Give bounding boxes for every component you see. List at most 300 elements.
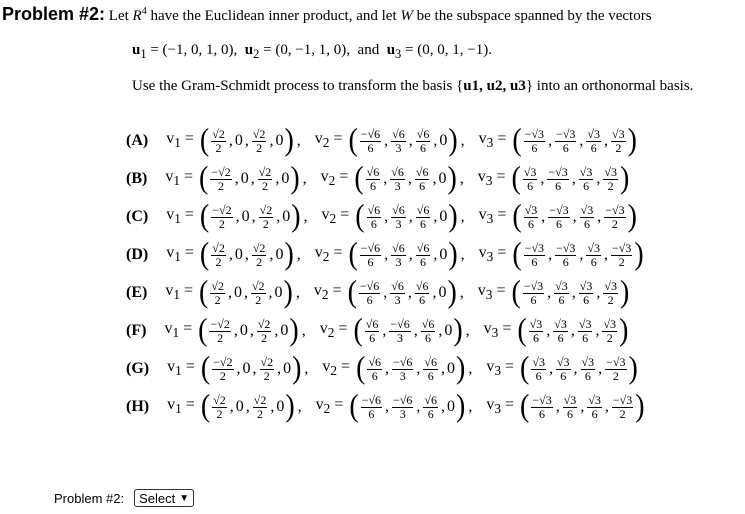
fraction-denominator: 6 (558, 292, 565, 307)
footer-label: Problem #2: (54, 490, 125, 506)
vector-name: $v_2$ = (315, 396, 344, 417)
fraction-denominator: 3 (394, 292, 401, 307)
vector-u3-name: u (386, 42, 396, 58)
right-paren: ) (448, 198, 458, 235)
fraction-denominator: 6 (560, 368, 567, 383)
fraction-numerator: √3 (556, 354, 570, 369)
option-letter: (D) (126, 246, 149, 263)
comma: , (604, 398, 609, 415)
fraction (212, 394, 227, 420)
fraction-denominator: 6 (583, 292, 590, 307)
left-paren: ( (199, 122, 210, 159)
comma: , (460, 132, 465, 149)
fraction-numerator: √6 (421, 316, 435, 331)
fraction (366, 166, 381, 192)
left-paren: ( (512, 198, 522, 235)
answer-select-value: Select (139, 490, 176, 506)
answer-option (126, 350, 646, 388)
fraction (210, 280, 225, 306)
fraction (212, 356, 233, 382)
fraction-numerator: √6 (366, 164, 380, 179)
right-paren: ) (619, 312, 629, 349)
answer-options (126, 122, 646, 426)
component-zero: 0 (276, 398, 285, 415)
right-paren: ) (635, 388, 645, 425)
fraction-denominator: 2 (257, 406, 264, 421)
comma: , (296, 246, 301, 263)
vector-name: $v_3$ = (486, 358, 515, 379)
comma: , (227, 284, 232, 301)
comma: , (384, 208, 389, 225)
fraction-numerator: √2 (212, 240, 225, 255)
comma: , (604, 246, 609, 263)
fraction-denominator: 6 (590, 254, 597, 269)
fraction (390, 280, 405, 306)
fraction-denominator: 2 (214, 292, 221, 307)
right-paren: ) (619, 274, 630, 311)
vector-v1 (153, 160, 308, 197)
comma: , (597, 208, 602, 225)
vector-name: $v_2$ = (314, 244, 343, 265)
fraction (392, 394, 413, 420)
comma: , (548, 246, 553, 263)
fraction (603, 280, 618, 306)
fraction (259, 204, 274, 230)
fraction (367, 356, 382, 382)
fraction-numerator: √3 (587, 240, 601, 255)
fraction-numerator: −√3 (549, 202, 569, 217)
right-paren: ) (627, 122, 637, 159)
left-paren: ( (199, 198, 210, 235)
right-paren: ) (284, 122, 294, 159)
vector-name: $v_1$ = (165, 168, 194, 189)
component-zero: 0 (235, 398, 244, 415)
fraction-numerator: √6 (392, 202, 405, 217)
fraction-numerator: √6 (415, 164, 429, 179)
fraction (390, 166, 405, 192)
right-paren: ) (283, 274, 293, 311)
fraction-denominator: 6 (590, 140, 597, 155)
fraction-numerator: −√6 (359, 278, 380, 293)
fraction (579, 280, 594, 306)
left-paren: ( (348, 236, 358, 273)
fraction-denominator: 6 (420, 254, 427, 269)
right-paren: ) (628, 350, 638, 387)
component-zero: 0 (439, 246, 448, 263)
fraction-numerator: √6 (424, 392, 437, 407)
fraction-numerator: −√2 (212, 202, 232, 217)
left-paren: ( (520, 388, 530, 425)
fraction-denominator: 6 (419, 178, 426, 193)
vector-v2 (303, 122, 467, 159)
comma: , (432, 170, 437, 187)
left-paren: ( (198, 312, 208, 349)
fraction-denominator: 2 (215, 140, 222, 155)
fraction-denominator: 2 (218, 178, 225, 193)
problem-text-mid: have the Euclidean inner product, and let (150, 8, 397, 24)
fraction (423, 356, 438, 382)
right-paren: ) (285, 388, 295, 425)
fraction (360, 128, 381, 154)
fraction-numerator: √2 (213, 392, 226, 407)
fraction-denominator: 2 (215, 254, 222, 269)
fraction-numerator: −√3 (523, 278, 544, 293)
fraction-numerator: −√3 (524, 126, 545, 141)
problem-label: Problem #2: (2, 4, 106, 24)
answer-option (126, 122, 646, 160)
fraction-denominator: 2 (618, 254, 625, 269)
vector-v3 (474, 350, 639, 387)
fraction-numerator: √3 (555, 278, 568, 293)
fraction (524, 128, 545, 154)
component-zero: 0 (240, 170, 249, 187)
fraction (531, 356, 546, 382)
option-letter: (C) (126, 208, 149, 225)
fraction-denominator: 6 (530, 292, 537, 307)
comma: , (433, 132, 438, 149)
fraction-denominator: 2 (263, 368, 270, 383)
comma: , (465, 322, 470, 339)
option-letter: (E) (126, 284, 148, 301)
comma: , (407, 170, 412, 187)
fraction (611, 128, 626, 154)
fraction-numerator: −√3 (532, 392, 552, 407)
right-paren: ) (456, 388, 466, 425)
fraction (554, 280, 569, 306)
option-letter: (B) (126, 170, 148, 187)
right-paren: ) (448, 236, 458, 273)
fraction-denominator: 6 (367, 254, 374, 269)
fraction-denominator: 2 (261, 330, 268, 345)
problem-text-prefix: Let (108, 8, 129, 24)
answer-option (126, 198, 646, 236)
fraction-numerator: √2 (259, 202, 273, 217)
left-paren: ( (347, 274, 357, 311)
fraction (389, 318, 410, 344)
component-zero: 0 (283, 360, 292, 377)
fraction-denominator: 2 (256, 140, 263, 155)
component-zero: 0 (439, 208, 448, 225)
fraction-denominator: 3 (394, 178, 401, 193)
fraction-denominator: 6 (532, 330, 539, 345)
fraction-denominator: 6 (567, 406, 574, 421)
vector-name: $v_1$ = (167, 396, 195, 417)
vector-v3 (466, 274, 631, 311)
fraction (586, 242, 601, 268)
fraction-numerator: −√3 (524, 240, 545, 255)
comma: , (383, 284, 388, 301)
spanning-vectors (132, 42, 492, 62)
fraction-numerator: −√2 (211, 164, 231, 179)
fraction-numerator: √3 (524, 202, 538, 217)
vector-v3 (467, 198, 638, 235)
vector-v1 (155, 388, 304, 425)
fraction (602, 318, 617, 344)
comma: , (433, 246, 438, 263)
left-paren: ( (520, 350, 530, 387)
fraction-numerator: √6 (424, 354, 437, 369)
answer-footer (54, 489, 194, 507)
comma: , (416, 360, 421, 377)
fraction (529, 318, 544, 344)
fraction (423, 394, 438, 420)
comma: , (408, 132, 413, 149)
gs-basis: u1, u2, u3 (463, 78, 526, 94)
right-paren: ) (447, 274, 457, 311)
fraction-denominator: 2 (615, 140, 622, 155)
left-paren: ( (511, 274, 521, 311)
vector-v2 (302, 274, 466, 311)
comma: , (296, 132, 301, 149)
vector-name: $v_3$ = (477, 168, 506, 189)
comma: , (234, 170, 239, 187)
right-paren: ) (627, 198, 637, 235)
comma: , (295, 284, 300, 301)
answer-select[interactable] (134, 489, 194, 507)
problem-statement (2, 4, 652, 25)
fraction-numerator: √3 (563, 392, 577, 407)
comma: , (571, 170, 576, 187)
component-zero: 0 (447, 398, 455, 415)
fraction (391, 204, 406, 230)
fraction-numerator: −√3 (548, 164, 568, 179)
fraction-numerator: √6 (365, 316, 379, 331)
vector-name: $v_1$ = (166, 244, 194, 265)
comma: , (245, 398, 250, 415)
comma: , (595, 322, 600, 339)
fraction-numerator: √6 (416, 126, 430, 141)
vector-name: $v_3$ = (477, 282, 506, 303)
fraction-denominator: 6 (369, 178, 376, 193)
comma: , (250, 170, 255, 187)
comma: , (251, 208, 256, 225)
fraction-numerator: √3 (580, 202, 594, 217)
comma: , (252, 360, 257, 377)
fraction (587, 394, 602, 420)
fraction (604, 204, 625, 230)
comma: , (301, 322, 306, 339)
fraction-denominator: 3 (397, 330, 404, 345)
comma: , (468, 360, 473, 377)
vector-v2 (308, 312, 472, 349)
vector-u3-value: = (0, 0, 1, −1). (405, 42, 492, 58)
fraction-denominator: 6 (370, 216, 377, 231)
fraction-numerator: −√6 (390, 316, 410, 331)
left-paren: ( (353, 312, 363, 349)
component-zero: 0 (282, 208, 291, 225)
comma: , (432, 284, 437, 301)
fraction-numerator: √6 (392, 240, 405, 255)
fraction (210, 166, 231, 192)
vector-name: $v_1$ = (167, 358, 195, 379)
fraction-numerator: −√3 (612, 392, 633, 407)
fraction-numerator: √2 (252, 126, 266, 141)
gs-suffix: } into an orthonormal basis. (525, 78, 694, 94)
fraction-denominator: 6 (425, 330, 432, 345)
comma: , (383, 170, 388, 187)
fraction-denominator: 2 (606, 330, 613, 345)
fraction-denominator: 2 (255, 292, 262, 307)
component-zero: 0 (439, 132, 448, 149)
fraction (391, 242, 406, 268)
fraction (253, 394, 268, 420)
comma: , (460, 208, 465, 225)
fraction (421, 318, 436, 344)
fraction (579, 166, 594, 192)
vector-name: $v_2$ = (322, 358, 351, 379)
left-paren: ( (199, 274, 209, 311)
vector-name: $v_3$ = (478, 130, 507, 151)
fraction-numerator: √3 (588, 392, 601, 407)
gram-schmidt-instruction (132, 78, 693, 95)
fraction-denominator: 6 (562, 140, 569, 155)
vector-name: $v_1$ = (166, 206, 194, 227)
comma: , (270, 398, 275, 415)
fraction (580, 204, 595, 230)
vector-name: $v_3$ = (478, 244, 507, 265)
vector-v3 (467, 122, 638, 159)
fraction-denominator: 6 (427, 406, 434, 421)
comma: , (416, 398, 421, 415)
comma: , (580, 398, 585, 415)
comma: , (235, 208, 240, 225)
vector-name: $v_2$ = (320, 168, 349, 189)
comma: , (460, 246, 465, 263)
fraction-numerator: −√3 (556, 240, 576, 255)
vector-name: $v_3$ = (483, 320, 512, 341)
comma: , (229, 398, 234, 415)
fraction (209, 318, 230, 344)
fraction-denominator: 6 (591, 406, 598, 421)
fraction-numerator: −√6 (360, 126, 381, 141)
fraction-denominator: 6 (531, 254, 538, 269)
left-paren: ( (512, 236, 522, 273)
fraction-numerator: √2 (211, 278, 224, 293)
comma: , (459, 284, 464, 301)
component-zero: 0 (275, 132, 284, 149)
fraction (415, 280, 430, 306)
right-paren: ) (290, 160, 300, 197)
fraction-denominator: 6 (557, 330, 564, 345)
right-paren: ) (291, 198, 301, 235)
right-paren: ) (292, 350, 302, 387)
fraction (548, 204, 569, 230)
component-zero: 0 (438, 284, 447, 301)
fraction-denominator: 6 (562, 254, 569, 269)
fraction (553, 318, 568, 344)
fraction-denominator: 6 (555, 216, 562, 231)
answer-option (126, 388, 646, 426)
vector-name: $v_3$ = (478, 206, 507, 227)
fraction-denominator: 6 (539, 406, 546, 421)
fraction (415, 166, 430, 192)
vector-u2-sub: 2 (253, 47, 260, 61)
fraction (603, 166, 618, 192)
fraction-denominator: 2 (611, 216, 618, 231)
vector-v2 (309, 160, 466, 197)
vector-v2 (310, 350, 474, 387)
answer-option (126, 160, 646, 198)
left-paren: ( (517, 312, 527, 349)
fraction-denominator: 6 (531, 140, 538, 155)
vector-u1-sub: 1 (140, 47, 147, 61)
fraction (365, 318, 380, 344)
comma: , (570, 322, 575, 339)
comma: , (596, 284, 601, 301)
component-zero: 0 (275, 246, 284, 263)
left-paren: ( (200, 350, 211, 387)
fraction-numerator: −√6 (360, 240, 381, 255)
left-paren: ( (354, 160, 364, 197)
fraction (611, 242, 632, 268)
comma: , (438, 322, 443, 339)
right-paren: ) (619, 160, 630, 197)
right-paren: ) (634, 236, 644, 273)
fraction-numerator: √3 (578, 316, 592, 331)
fraction-numerator: −√2 (210, 316, 230, 331)
vector-u2-name: u (244, 42, 254, 58)
fraction (555, 128, 576, 154)
fraction-denominator: 6 (420, 140, 427, 155)
fraction-denominator: 2 (217, 330, 224, 345)
subspace-symbol: W (400, 8, 413, 24)
fraction-denominator: 3 (395, 216, 402, 231)
right-paren: ) (453, 312, 463, 349)
component-zero: 0 (234, 246, 243, 263)
vector-v3 (474, 388, 645, 425)
vector-u2-value: = (0, −1, 1, 0), (263, 42, 351, 58)
comma: , (573, 360, 578, 377)
problem-text-suffix: be the subspace spanned by the vectors (416, 8, 652, 24)
fraction (531, 394, 552, 420)
comma: , (274, 322, 279, 339)
fraction-denominator: 2 (262, 178, 269, 193)
fraction-denominator: 6 (582, 330, 589, 345)
fraction (523, 280, 544, 306)
comma: , (384, 132, 389, 149)
comma: , (579, 246, 584, 263)
fraction (524, 242, 545, 268)
comma: , (228, 246, 233, 263)
fraction-denominator: 3 (399, 406, 406, 421)
comma: , (408, 208, 413, 225)
fraction-numerator: −√3 (612, 240, 632, 255)
comma: , (441, 398, 445, 415)
fraction-numerator: √6 (368, 354, 382, 369)
fraction-numerator: √6 (391, 164, 404, 179)
fraction-denominator: 2 (256, 254, 263, 269)
comma: , (269, 246, 274, 263)
vector-v1 (152, 312, 307, 349)
fraction-numerator: √2 (260, 354, 274, 369)
fraction-numerator: −√3 (556, 126, 576, 141)
component-zero: 0 (234, 132, 243, 149)
fraction-denominator: 2 (619, 406, 626, 421)
fraction-denominator: 6 (368, 406, 375, 421)
answer-option (126, 312, 646, 350)
fraction-numerator: √3 (603, 316, 617, 331)
comma: , (541, 208, 546, 225)
comma: , (579, 132, 584, 149)
fraction (211, 128, 226, 154)
right-paren: ) (447, 160, 457, 197)
component-zero: 0 (438, 170, 447, 187)
right-paren: ) (289, 312, 299, 349)
comma: , (384, 246, 389, 263)
fraction-denominator: 2 (607, 178, 614, 193)
vector-v1 (155, 350, 310, 387)
gs-prefix: Use the Gram-Schmidt process to transform the basis { (132, 78, 464, 94)
